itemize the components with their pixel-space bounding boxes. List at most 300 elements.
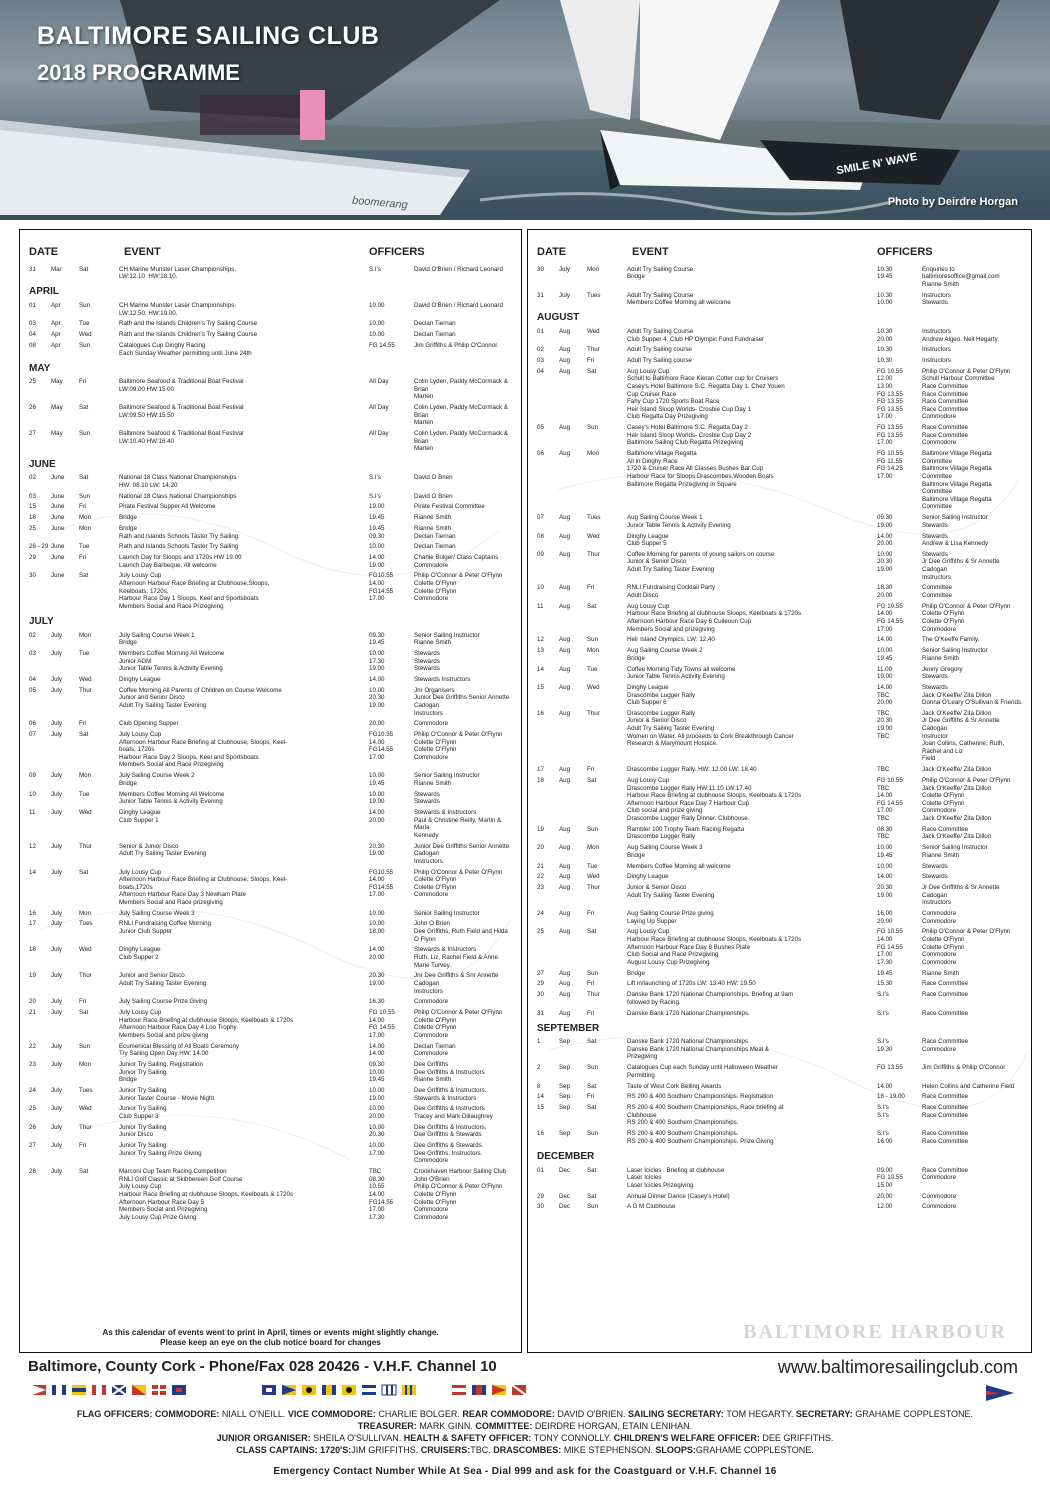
- event-officers-cell: [922, 766, 1023, 774]
- event-month: Aug: [559, 424, 571, 432]
- event-time-line: 17.00: [369, 1206, 385, 1214]
- event-officers-cell: [414, 791, 513, 806]
- event-officers-line: Colette O'Flynn: [414, 1024, 457, 1032]
- event-time-cell: [877, 991, 922, 1006]
- event-time-line: 20.00: [369, 1113, 385, 1120]
- event-weekday: Sun: [587, 1130, 599, 1138]
- event-officers-line: Stewards: [414, 790, 440, 798]
- event-officers-line: Stewards: [414, 665, 440, 673]
- event-time-cell: [877, 1193, 922, 1201]
- event-description-cell: [627, 844, 877, 859]
- event-time-line: 20.00: [877, 699, 893, 707]
- event-time-line: 17.00: [877, 807, 893, 815]
- event-description-line: boats,1720s: [119, 883, 153, 891]
- event-time-line: 17.00: [877, 472, 893, 480]
- event-time-cell: [877, 666, 922, 681]
- event-officers-cell: [922, 1203, 1023, 1211]
- event-month: Aug: [559, 327, 571, 335]
- event-month: July: [51, 1087, 63, 1095]
- event-officers-line: Junior Dee Griffiths Senior Annette Cadogan: [414, 694, 510, 709]
- event-description-line: Ecumenical Blessing of All Boats Ceremony: [119, 1042, 240, 1050]
- event-time-line: 10.00: [369, 320, 385, 328]
- event-description-cell: [119, 1009, 369, 1039]
- event-time-cell: [877, 873, 922, 881]
- event-weekday: Wed: [79, 946, 92, 954]
- event-month: July: [51, 1009, 63, 1017]
- event-time-line: 14.00: [369, 738, 385, 746]
- event-description-line: Casey's Hotel Baltimore S.C. Regatta Day 2: [627, 424, 748, 432]
- event-officers-line: Commodore: [922, 958, 957, 966]
- event-officers-line: Colette O'Flynn: [414, 1190, 457, 1198]
- event-officers-line: Race Committee: [922, 1137, 969, 1145]
- event-day: 17: [29, 920, 36, 928]
- event-month: Mar: [51, 265, 62, 273]
- table-row: [537, 765, 1023, 776]
- table-row: [537, 843, 1023, 861]
- event-time-line: 14.00: [369, 808, 385, 816]
- event-description-line: Adult Try Sailing Course: [627, 327, 694, 335]
- event-description-cell: [627, 1203, 877, 1211]
- event-day: 29: [537, 1192, 544, 1200]
- event-description-cell: [627, 910, 877, 925]
- event-officers-line: Marten: [414, 445, 434, 453]
- event-weekday: Fri: [79, 503, 87, 511]
- event-description-line: Danske Bank 1720 National Championships. Briefing at 9am: [627, 991, 794, 999]
- event-description-cell: [119, 474, 369, 489]
- column-headers: [537, 240, 1023, 264]
- event-officers-line: Andrew & Lisa Kennedy: [922, 540, 989, 548]
- event-month: Aug: [559, 777, 571, 784]
- event-day: 18: [537, 777, 544, 784]
- event-description-cell: [627, 346, 877, 354]
- event-description-line: Permitting: [627, 1071, 655, 1079]
- event-month: Apr: [51, 331, 61, 339]
- event-month: July: [559, 291, 571, 299]
- event-time-line: 10.00: [369, 331, 385, 339]
- programme-rows-left: [29, 264, 513, 1223]
- event-description-line: Afternoon Harbour Race Briefing at Clubhouse, Sloops, Keel-: [119, 876, 288, 884]
- event-weekday: Sun: [79, 1042, 91, 1050]
- event-month: Dec: [559, 1203, 571, 1211]
- event-month: Aug: [559, 636, 571, 644]
- event-month: July: [51, 920, 63, 928]
- officer-role: HEALTH & SAFETY OFFICER:: [403, 1433, 534, 1443]
- event-time-line: 10.00: [369, 909, 385, 917]
- event-officers-line: Stewards: [922, 673, 948, 681]
- event-description-line: Afternoon Harbour Race Briefing at Clubhouse,Sloops,: [119, 580, 270, 588]
- event-time-cell: [369, 1061, 414, 1084]
- event-description-line: LW:12.10. HW:18.10.: [119, 273, 178, 281]
- event-description-line: Afternoon Harbour Race Day 8 Bushes Plate: [627, 943, 751, 951]
- event-day: 10: [29, 790, 36, 798]
- event-officers-cell: [922, 551, 1023, 581]
- event-description-cell: [627, 1130, 877, 1145]
- event-weekday: Sat: [587, 367, 597, 375]
- event-description-cell: [119, 676, 369, 684]
- event-time-cell: [877, 636, 922, 644]
- event-description-line: Junior Taster Course - Movie Night: [119, 1094, 215, 1102]
- event-time-line: 20.00: [877, 335, 893, 343]
- event-time-line: 19.00: [877, 673, 893, 681]
- event-time-line: 14.00: [877, 532, 893, 540]
- event-month: Aug: [559, 980, 571, 988]
- event-description-line: Junior Disco: [119, 1131, 154, 1139]
- event-month: July: [51, 631, 63, 639]
- table-row: [29, 491, 513, 502]
- event-time-line: 10.00: [877, 862, 893, 870]
- event-officers-cell: [414, 869, 513, 907]
- event-officers-cell: [922, 970, 1023, 978]
- event-weekday: Wed: [79, 1105, 92, 1113]
- column-header-date: DATE: [537, 246, 567, 258]
- event-officers-line: Senior Sailing Instructor: [922, 844, 988, 852]
- event-description-line: Harbour Race Day 2 Sloops, Keel and Sportsboats: [119, 753, 259, 761]
- event-officers-line: Philip O'Connor & Peter O'Flynn: [922, 928, 1011, 936]
- event-time-line: 20.30: [877, 558, 893, 566]
- officer-role: SECRETARY:: [795, 1409, 856, 1419]
- event-time-cell: [877, 970, 922, 978]
- event-officers-line: Colette O'Flynn: [922, 792, 965, 800]
- event-officers-line: Colette O'Flynn: [414, 1198, 457, 1206]
- event-officers-line: Commodore: [922, 1203, 957, 1211]
- event-officers-line: Commodore: [414, 891, 449, 899]
- event-weekday: Sat: [587, 1104, 597, 1112]
- event-officers-cell: [922, 636, 1023, 644]
- event-time-line: 19.00: [877, 566, 893, 574]
- event-officers-line: Helen Collins and Catherine Field: [922, 1082, 1015, 1090]
- event-time-cell: [369, 331, 414, 339]
- event-weekday: Fri: [79, 1142, 87, 1150]
- print-notice-line: As this calendar of events went to print in April, times or events might slightly change.: [102, 1328, 439, 1337]
- event-day: 27: [537, 969, 544, 977]
- event-time-line: FG 14.25: [877, 465, 903, 473]
- event-officers-line: David O Brien: [414, 492, 453, 500]
- event-officers-line: Jack O'Keeffe/ Zita Dillon: [922, 833, 992, 841]
- event-description-cell: [119, 791, 369, 806]
- officer-role: SAILING SECRETARY:: [627, 1409, 727, 1419]
- event-day: 26 - 29: [29, 543, 49, 551]
- event-description-cell: [119, 1124, 369, 1139]
- event-time-line: 10.00: [369, 686, 385, 694]
- event-time-cell: [877, 346, 922, 354]
- officer-name: GRAHAME COPPLESTONE.: [855, 1409, 974, 1419]
- event-description-line: July Lousy Cup: [119, 1009, 162, 1017]
- event-weekday: Mon: [79, 631, 92, 639]
- event-officers-line: Colette O'Flynn: [414, 587, 457, 595]
- event-officers-line: Stewards: [922, 873, 948, 881]
- table-row: [29, 513, 513, 524]
- event-month: July: [559, 265, 571, 273]
- event-time-cell: [877, 1010, 922, 1018]
- event-day: 14: [29, 868, 36, 876]
- officer-name: DEIRDRE HORGAN, ETAIN LENIHAN.: [534, 1421, 693, 1431]
- event-time-line: 14.00: [369, 580, 385, 588]
- event-officers-line: Commodore: [922, 439, 957, 447]
- event-officers-line: David O Brien: [414, 474, 453, 482]
- event-officers-line: Colette O'Flynn: [414, 738, 457, 746]
- event-time-line: 14.00: [877, 936, 893, 943]
- event-officers-cell: [922, 514, 1023, 529]
- event-officers-cell: [922, 424, 1023, 447]
- event-time-line: TBC: [369, 1168, 382, 1176]
- event-time-line: 14.00: [369, 1042, 385, 1050]
- event-month: June: [51, 514, 65, 522]
- event-day: 1: [537, 1038, 541, 1046]
- event-description-cell: [627, 991, 877, 1006]
- event-officers-line: Committee: [922, 592, 952, 600]
- event-description-line: July Sailing Course Prize Giving: [119, 998, 208, 1006]
- event-time-line: 10.00: [369, 543, 385, 551]
- column-header-event: EVENT: [124, 246, 161, 258]
- event-month: July: [51, 1042, 63, 1050]
- month-heading: SEPTEMBER: [537, 1022, 600, 1034]
- event-officers-cell: [414, 809, 513, 839]
- event-time-line: 12.00: [877, 375, 893, 383]
- event-description-cell: [627, 684, 877, 707]
- event-time-line: S.I's: [877, 1104, 889, 1112]
- event-description-line: Lift in/launching of 1720s LW: 13.40 HW: 19.50: [627, 980, 756, 988]
- event-weekday: Sun: [79, 301, 91, 309]
- event-weekday: Sat: [587, 1038, 597, 1046]
- event-day: 06: [29, 720, 36, 728]
- event-day: 31: [29, 265, 36, 273]
- website-link[interactable]: www.baltimoresailingclub.com: [777, 1357, 1018, 1377]
- event-month: Sep: [559, 1104, 571, 1112]
- month-heading: AUGUST: [537, 312, 580, 324]
- event-officers-line: Philip O'Connor & Peter O'Flynn: [414, 731, 503, 739]
- event-month: Apr: [51, 301, 61, 309]
- event-time-cell: [369, 320, 414, 328]
- event-description-line: Danske Bank 1720 National Championships Meal &: [627, 1045, 770, 1053]
- event-time-cell: [369, 404, 414, 427]
- event-officers-cell: [922, 666, 1023, 681]
- officer-role: DRASCOMBES:: [493, 1445, 564, 1455]
- event-description-cell: [627, 710, 877, 763]
- event-time-cell: [877, 1104, 922, 1127]
- event-description-cell: [119, 731, 369, 769]
- event-day: 03: [29, 649, 36, 657]
- event-time-line: 10.30: [877, 357, 893, 365]
- table-row: [537, 1191, 1023, 1202]
- event-description-line: Laser Icicles . Briefing at clubhouse: [627, 1166, 725, 1174]
- table-row: [537, 449, 1023, 513]
- event-description-line: RNLI Fundraising Cocktail Party: [627, 584, 716, 592]
- event-description-line: Harbour Race for Sloops,Drascombes,Wooden Boats: [627, 472, 774, 480]
- table-row: [29, 571, 513, 612]
- event-time-line: 19.00: [877, 521, 893, 529]
- event-officers-line: Stewards: [922, 683, 948, 691]
- event-time-line: 20.00: [877, 917, 893, 925]
- event-time-line: FG 14.55: [877, 618, 903, 625]
- event-month: July: [51, 868, 63, 876]
- event-month: July: [51, 686, 63, 694]
- month-heading: DECEMBER: [537, 1150, 595, 1162]
- event-officers-line: Colette O'Flynn: [922, 618, 965, 625]
- event-officers-cell: [922, 910, 1023, 925]
- event-time-cell: [369, 1168, 414, 1221]
- table-row: [537, 326, 1023, 344]
- event-description-line: Harbour Race Briefing at clubhouse Sloops, Keelboats & 1720s: [627, 610, 802, 618]
- table-row: [537, 861, 1023, 872]
- table-row: [29, 807, 513, 841]
- event-description-line: A G M Clubhouse: [627, 1203, 676, 1211]
- event-day: 25: [537, 928, 544, 936]
- event-time-cell: [877, 357, 922, 365]
- event-description-line: Dinghy League: [119, 675, 161, 683]
- event-description-line: July Lousy Cup: [119, 731, 162, 739]
- event-description-cell: [119, 404, 369, 427]
- event-description-cell: [627, 450, 877, 511]
- officer-role: VICE COMMODORE:: [287, 1409, 379, 1419]
- event-description-line: Heir Island Olympics. LW: 12.40: [627, 636, 715, 644]
- event-officers-cell: [414, 503, 513, 511]
- event-month: Aug: [559, 450, 571, 458]
- event-description-line: Drascombe Lugger Rally. HW: 12.00 LW: 18.40: [627, 766, 757, 774]
- event-time-line: TBC: [877, 691, 890, 699]
- event-description-cell: [119, 266, 369, 281]
- table-row: [29, 867, 513, 908]
- event-time-cell: [369, 843, 414, 866]
- event-description-line: Bridge: [119, 524, 137, 532]
- event-description-cell: [627, 266, 877, 289]
- officer-role: 1720'S:: [320, 1445, 352, 1455]
- event-officers-line: Commodore: [922, 1192, 957, 1200]
- event-description-line: Drascombe Lugger Rally: [627, 709, 696, 717]
- event-officers-line: Race Committee: [922, 383, 969, 391]
- event-description-cell: [627, 1010, 877, 1018]
- event-weekday: Sun: [79, 492, 91, 500]
- table-row: [537, 635, 1023, 646]
- event-description-line: July Lousy Cup: [119, 1183, 162, 1191]
- event-time-line: S.I's: [369, 474, 381, 482]
- event-time-line: 19.45: [877, 851, 893, 859]
- table-row: [537, 1063, 1023, 1081]
- event-officers-cell: [414, 1105, 513, 1120]
- event-officers-line: Jack O'Keeffe/ Zita Dillon: [922, 814, 992, 822]
- event-month: Dec: [559, 1192, 571, 1200]
- officer-role: REAR COMMODORE:: [462, 1409, 558, 1419]
- event-weekday: Thur: [79, 686, 92, 694]
- event-officers-line: Declan Tiernan: [414, 331, 456, 339]
- event-officers-line: Dee Griffiths & Instructors: [414, 1068, 485, 1076]
- event-time-line: 16.00: [877, 1137, 893, 1145]
- event-officers-cell: [414, 920, 513, 943]
- event-officers-cell: [414, 998, 513, 1006]
- officer-name: MARK GINN.: [419, 1421, 476, 1431]
- event-day: 30: [537, 1203, 544, 1211]
- event-time-cell: [877, 710, 922, 763]
- event-day: 2: [537, 1064, 541, 1072]
- emergency-contact: Emergency Contact Number While At Sea - Dial 999 and ask for the Coastguard or V.H.F. Channel 16: [273, 1466, 777, 1477]
- event-officers-line: Jack O'Keeffe/ Zita Dillon: [922, 709, 992, 717]
- event-officers-line: Dee Griffiths & Stewards.: [414, 1142, 484, 1150]
- event-description-cell: [119, 843, 369, 866]
- event-time-line: 14.00: [369, 1016, 385, 1024]
- table-row: [29, 648, 513, 674]
- event-time-line: 17.00: [877, 413, 893, 421]
- event-description-cell: [119, 772, 369, 787]
- event-officers-cell: [414, 676, 513, 684]
- event-description-line: Members Social and Race Prizegiving: [119, 602, 224, 610]
- event-weekday: Fri: [79, 554, 87, 562]
- event-description-line: Adult Try Sailing Taster Evening: [119, 850, 207, 858]
- event-time-cell: [369, 474, 414, 489]
- event-month: July: [51, 1123, 63, 1131]
- event-time-cell: [877, 424, 922, 447]
- event-description-cell: [627, 328, 877, 343]
- event-weekday: Sat: [587, 777, 597, 784]
- event-description-cell: [627, 292, 877, 307]
- event-day: 25: [29, 378, 36, 386]
- event-officers-line: Stewards & Instructors: [414, 1094, 477, 1102]
- event-time-line: 10.30: [877, 265, 893, 273]
- event-time-cell: [877, 684, 922, 707]
- event-description-line: Aug Lousy Cup: [627, 602, 670, 610]
- event-description-cell: [627, 884, 877, 907]
- event-description-line: All in Dinghy Race: [627, 457, 678, 465]
- event-officers-cell: [414, 474, 513, 489]
- event-time-line: FG14.55: [369, 587, 394, 595]
- event-description-line: Junior Try Sailing: [119, 1087, 167, 1095]
- officer-role: COMMODORE:: [154, 1409, 222, 1419]
- event-day: 8: [537, 1082, 541, 1090]
- event-description-line: Coffee Morning All Parents of Children on Course Welcome: [119, 686, 282, 694]
- event-description-line: Afternoon Harbour Race Day 5: [119, 1198, 204, 1206]
- event-day: 26: [29, 404, 36, 412]
- event-description-line: Harbour Race Briefing at clubhouse Sloops, Keelboats & 1720s: [119, 1016, 294, 1024]
- event-day: 03: [29, 320, 36, 328]
- event-description-line: Club Regatta Day Prizegiving: [627, 413, 708, 421]
- event-description-line: LW:09.50 HW:15.50: [119, 411, 175, 419]
- table-row: [29, 473, 513, 491]
- event-month: Aug: [559, 532, 571, 540]
- event-month: Aug: [559, 709, 571, 717]
- event-officers-line: Philip O'Connor & Peter O'Flynn: [414, 1183, 503, 1191]
- event-officers-line: Instructors: [922, 357, 951, 365]
- event-description-line: RS 200 & 400 Southern Championships. Race briefing at: [627, 1104, 784, 1112]
- event-description-line: Heir Island Sloop Worlds- Crosbie Cup Day 1: [627, 405, 752, 413]
- event-time-line: FG 10.55: [877, 777, 903, 784]
- table-row: [29, 630, 513, 648]
- event-description-line: Each Sunday Weather permitting until June 24th: [119, 349, 252, 357]
- event-time-line: 10.00: [369, 1105, 385, 1113]
- event-officers-line: Race Committee: [922, 980, 969, 988]
- table-row: [29, 1122, 513, 1140]
- event-weekday: Fri: [79, 720, 87, 728]
- event-day: 05: [537, 424, 544, 432]
- event-description-line: Aug Sailing Course Week 3: [627, 844, 703, 852]
- table-row: [537, 356, 1023, 367]
- officer-name: CHARLIE BOLGER.: [378, 1409, 463, 1419]
- event-weekday: Mon: [79, 524, 92, 532]
- boat-name-smile-n-wave: SMILE N' WAVE: [835, 150, 919, 178]
- event-weekday: Tues: [79, 1087, 93, 1095]
- event-time-cell: [369, 772, 414, 787]
- event-description-line: Dinghy League: [119, 808, 161, 816]
- event-day: 26: [29, 1123, 36, 1131]
- event-time-cell: [877, 863, 922, 871]
- event-description-line: Clubhouse: [627, 1111, 657, 1119]
- event-description-line: Afternoon Harbour Race Day 4 Loo Trophy: [119, 1024, 237, 1032]
- event-time-line: FG14.55: [369, 883, 394, 891]
- event-officers-cell: [922, 710, 1023, 763]
- event-description-line: Baltimore Regatta Prizegiving in Square: [627, 480, 737, 488]
- event-day: 03: [29, 492, 36, 500]
- event-officers-line: Dee Griffiths. Instructors. Commodore: [414, 1149, 483, 1165]
- event-description-line: Club social and prize giving: [627, 807, 703, 815]
- event-officers-cell: [922, 368, 1023, 421]
- event-weekday: Fri: [587, 980, 595, 988]
